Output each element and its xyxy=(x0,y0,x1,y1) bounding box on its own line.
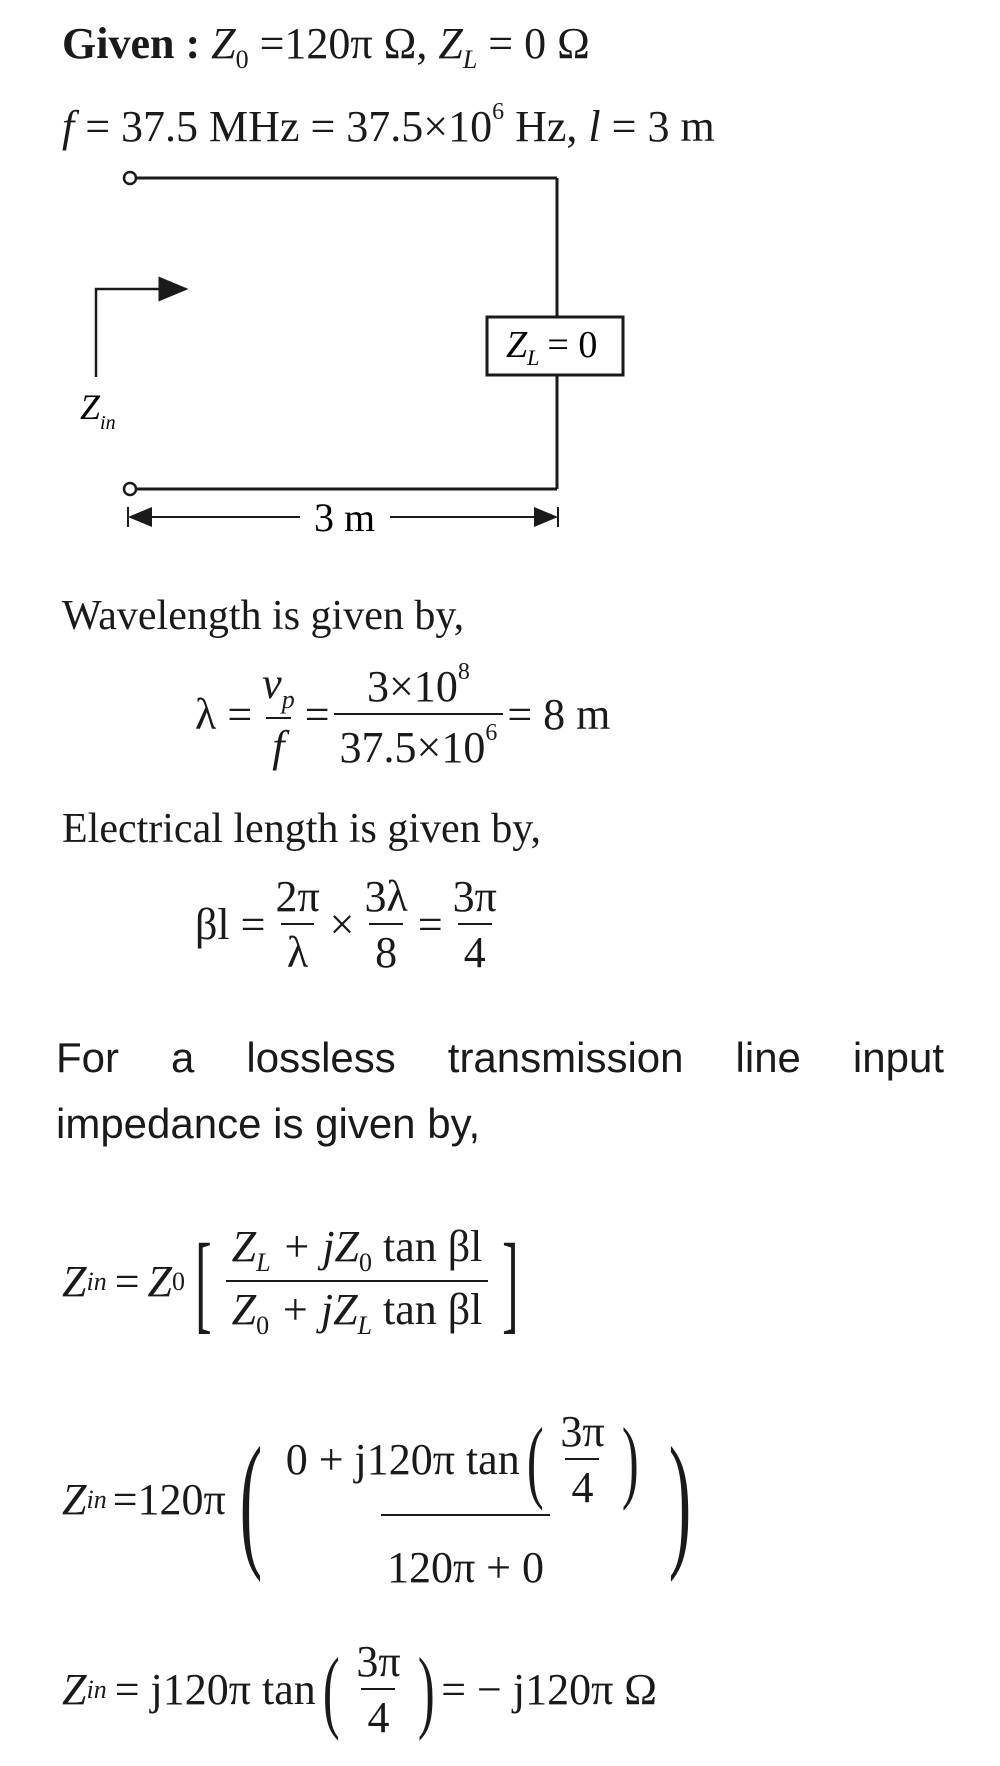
eq2-inner-right-paren: ) xyxy=(621,1409,639,1511)
electrical-length-heading: Electrical length is given by, xyxy=(62,806,541,852)
eq2-denominator: 120π + 0 xyxy=(381,1514,550,1590)
electrical-equals: = xyxy=(417,900,443,949)
fraction3-numerator: 3π xyxy=(452,872,497,921)
wavelength-result: = 8 m xyxy=(507,690,611,739)
eq3-tan-expression: = j120π tan xyxy=(114,1665,316,1714)
den-z0: Z xyxy=(231,1285,257,1334)
fraction2-numerator: 3λ xyxy=(364,872,408,921)
eq2-fraction xyxy=(280,1407,652,1592)
wavelength-heading: Wavelength is given by, xyxy=(62,593,465,639)
frequency-exponent: 6 xyxy=(492,99,505,125)
eq2-inner-fraction xyxy=(554,1407,610,1512)
numerator-value: 3×10 xyxy=(367,662,458,711)
eq3-numerator: 3π xyxy=(356,1637,401,1686)
three-lambda-over-eight xyxy=(358,872,413,977)
substituted-formula xyxy=(62,1407,705,1592)
transmission-line-diagram xyxy=(0,155,1000,545)
fraction2-denominator: 8 xyxy=(369,923,403,975)
top-terminal xyxy=(124,172,136,184)
num-zl-sub: L xyxy=(256,1248,271,1277)
dimension-label: 3 m xyxy=(314,495,376,540)
eq3-zin-subscript: in xyxy=(86,1675,107,1704)
lossless-paragraph: For a lossless transmission line input impedance is given by, xyxy=(56,1034,944,1147)
eq2-inner-denominator: 4 xyxy=(565,1458,599,1510)
length-variable: l xyxy=(588,102,601,151)
zin-variable: Z xyxy=(62,1257,87,1306)
eq2-zin-variable: Z xyxy=(62,1475,87,1524)
three-pi-over-four xyxy=(447,872,503,977)
fraction3-denominator: 4 xyxy=(458,923,492,975)
frequency-variable: f xyxy=(62,102,75,151)
den-z0-sub: 0 xyxy=(256,1311,270,1340)
wavelength-equation xyxy=(195,660,610,770)
eq1-equals: = xyxy=(114,1257,140,1306)
eq2-numerator-text: 0 + j120π tan xyxy=(285,1435,520,1484)
wavelength-lhs: λ = xyxy=(195,690,253,739)
z0-variable: Z xyxy=(211,19,236,68)
frequency-unit: Hz, xyxy=(515,102,578,151)
eq3-fraction xyxy=(350,1637,406,1742)
eq3-left-paren: ( xyxy=(322,1639,340,1741)
times-sign: × xyxy=(329,900,355,949)
frequency-line xyxy=(62,100,715,149)
fraction1-denominator: λ xyxy=(281,923,314,975)
eq2-zin-subscript: in xyxy=(86,1485,107,1514)
denominator-value: 37.5×10 xyxy=(339,723,486,772)
eq2-inner-left-paren: ( xyxy=(526,1409,544,1511)
zl-variable: Z xyxy=(438,19,463,68)
z0-factor: Z xyxy=(147,1257,173,1306)
num-jz0: + jZ xyxy=(281,1222,360,1271)
right-bracket: ] xyxy=(502,1221,519,1343)
load-label: $Z_L = 0$ xyxy=(506,324,598,370)
den-zl-sub: L xyxy=(357,1311,373,1340)
impedance-fraction xyxy=(226,1222,489,1340)
vp-over-f-fraction xyxy=(256,658,301,771)
electrical-length-equation xyxy=(195,872,507,977)
beta-l-lhs: βl = xyxy=(195,900,266,949)
vp-subscript: p xyxy=(281,684,295,714)
eq2-right-paren: ) xyxy=(668,1417,692,1583)
z0-subscript: 0 xyxy=(235,45,249,74)
given-label: Given : xyxy=(62,19,201,68)
eq3-right-paren: ) xyxy=(417,1639,435,1741)
input-impedance-formula xyxy=(62,1221,529,1343)
den-jzl: + jZ xyxy=(280,1285,358,1334)
fraction1-numerator: 2π xyxy=(275,872,320,921)
numeric-fraction xyxy=(334,660,504,770)
eq3-result: = − j120π Ω xyxy=(441,1665,658,1714)
num-tan: tan βl xyxy=(383,1222,483,1271)
zin-label: $Z_{in}$ xyxy=(80,387,116,434)
two-pi-over-lambda xyxy=(269,872,325,977)
numerator-exponent: 8 xyxy=(457,659,470,685)
zin-subscript: in xyxy=(86,1267,107,1296)
given-line xyxy=(62,19,590,74)
eq2-inner-numerator: 3π xyxy=(560,1407,605,1456)
eq2-coefficient: =120π xyxy=(112,1475,226,1524)
num-z0-sub: 0 xyxy=(359,1248,373,1277)
zl-value: = 0 Ω xyxy=(488,19,590,68)
eq3-zin-variable: Z xyxy=(62,1665,87,1714)
bottom-terminal xyxy=(124,483,136,495)
wavelength-equals: = xyxy=(304,690,330,739)
frequency-value: = 37.5 MHz = 37.5×10 xyxy=(85,102,493,151)
f-denominator: f xyxy=(266,717,290,769)
eq3-denominator: 4 xyxy=(361,1688,395,1740)
left-bracket: [ xyxy=(195,1221,212,1343)
zl-subscript: L xyxy=(462,45,478,74)
zin-arrow xyxy=(96,289,186,377)
z0-factor-subscript: 0 xyxy=(172,1267,186,1296)
final-result-formula xyxy=(62,1637,658,1742)
denominator-exponent: 6 xyxy=(485,720,498,746)
num-zl: Z xyxy=(231,1222,257,1271)
vp-variable: v xyxy=(262,658,282,708)
eq2-left-paren: ( xyxy=(239,1417,262,1583)
den-tan: tan βl xyxy=(383,1285,483,1334)
z0-value: =120π Ω, xyxy=(259,19,428,68)
length-value: = 3 m xyxy=(611,102,715,151)
